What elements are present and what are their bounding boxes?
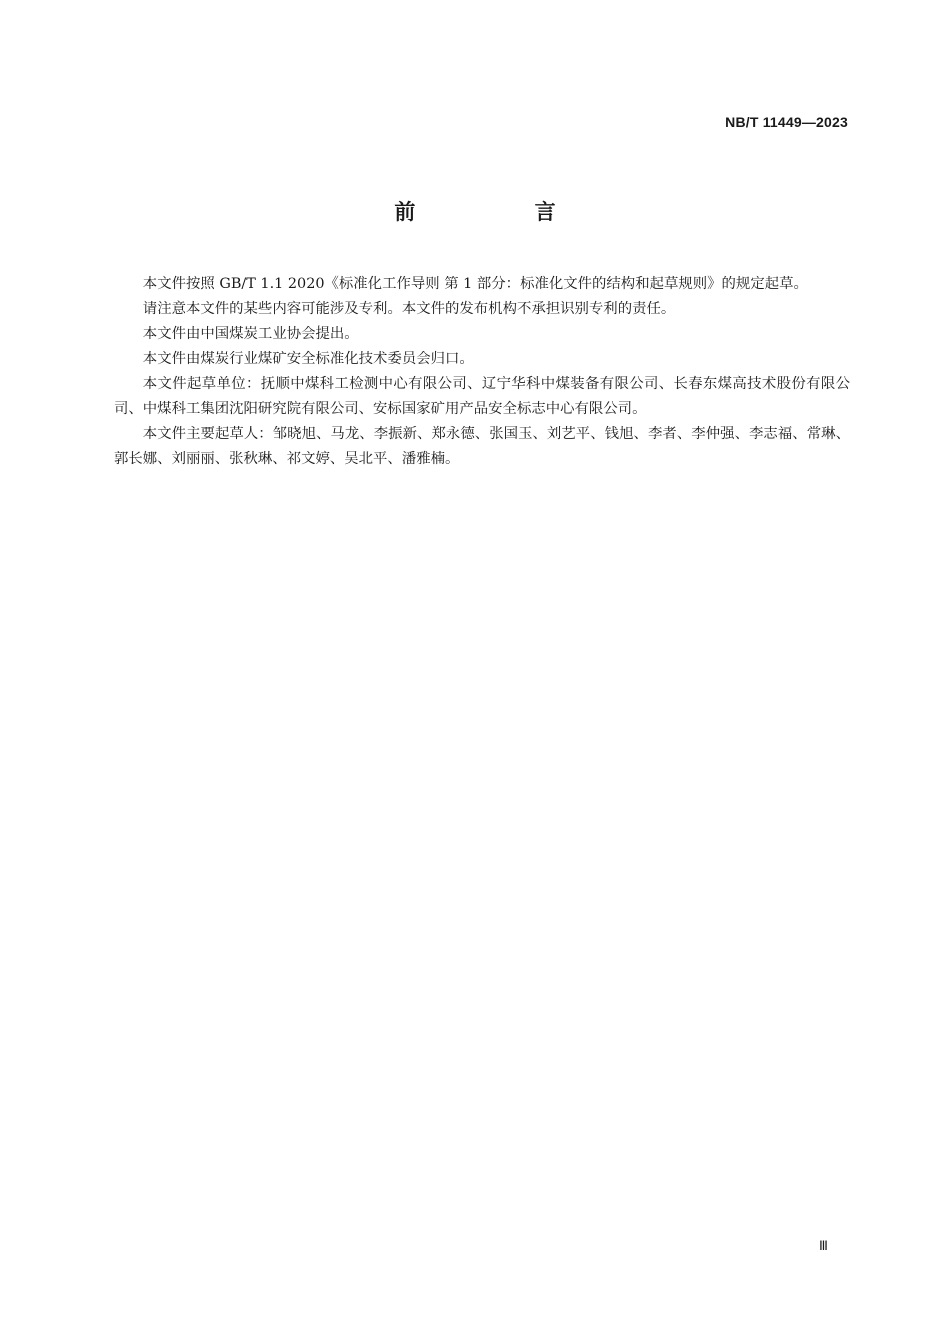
paragraph-drafting-organizations: 本文件起草单位：抚顺中煤科工检测中心有限公司、辽宁华科中煤装备有限公司、长春东煤高技术股份有限公司、中煤科工集团沈阳研究院有限公司、安标国家矿用产品安全标志中心有限公司。 (114, 376, 850, 417)
page-number: Ⅲ (819, 1238, 828, 1253)
page-title: 前 言 (394, 200, 612, 224)
standard-number: NB/T 11449—2023 (725, 114, 848, 130)
paragraph-drafters: 本文件主要起草人：邹晓旭、马龙、李振新、郑永德、张国玉、刘艺平、钱旭、李者、李仲强、李志福、常琳、郭长娜、刘丽丽、张秋琳、祁文婷、吴北平、潘雅楠。 (114, 426, 850, 467)
paragraph-technical-committee: 本文件由煤炭行业煤矿安全标准化技术委员会归口。 (142, 351, 474, 367)
paragraph-patent-notice: 请注意本文件的某些内容可能涉及专利。本文件的发布机构不承担识别专利的责任。 (142, 301, 676, 317)
paragraph-proposer: 本文件由中国煤炭工业协会提出。 (142, 326, 359, 342)
foreword-body (114, 272, 850, 472)
paragraph-drafting-rules: 本文件按照 GB/T 1.1 2020《标准化工作导则 第 1 部分：标准化文件的结构和起草规则》的规定起草。 (142, 276, 808, 292)
